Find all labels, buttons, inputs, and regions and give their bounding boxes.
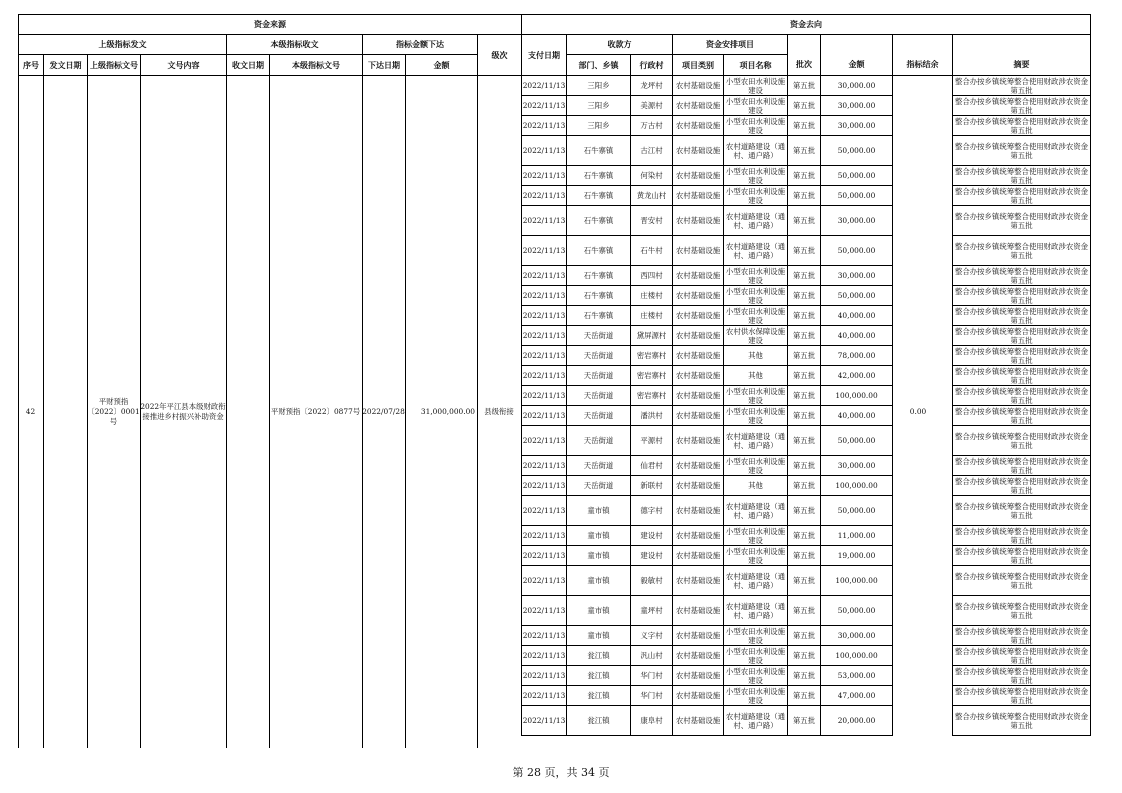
town-cell: 石牛寨镇 [567,206,631,236]
upper-doc-no-header: 上级指标文号 [88,55,141,76]
pay-date-cell: 2022/11/13 [522,346,567,366]
summary-cell: 整合办按乡镇统筹整合使用财政涉农资金第五批 [953,626,1091,646]
payee-header: 收款方 [567,35,673,55]
batch-cell: 第五批 [788,646,821,666]
pay-date-cell: 2022/11/13 [522,166,567,186]
table-row [522,596,1091,626]
proj-type-cell: 农村基础设施 [673,206,724,236]
table-row [522,626,1091,646]
amount-cell: 100,000.00 [821,476,893,496]
amount-cell: 47,000.00 [821,686,893,706]
pay-date-cell: 2022/11/13 [522,386,567,406]
town-cell: 三阳乡 [567,76,631,96]
amount-cell: 31,000,000.00 [420,406,475,416]
proj-name-cell: 小型农田水利设施建设 [724,646,788,666]
proj-type-cell: 农村基础设施 [673,566,724,596]
proj-name-cell: 农村供水保障设施建设 [724,326,788,346]
proj-type-cell: 农村基础设施 [673,346,724,366]
pay-date-cell: 2022/11/13 [522,406,567,426]
village-cell: 西四村 [631,266,673,286]
town-cell: 三阳乡 [567,116,631,136]
pay-date-cell: 2022/11/13 [522,706,567,736]
table-row [522,476,1091,496]
proj-type-cell: 农村基础设施 [673,526,724,546]
table-row [522,186,1091,206]
proj-name-cell: 小型农田水利设施建设 [724,626,788,646]
proj-name-cell: 小型农田水利设施建设 [724,286,788,306]
batch-cell: 第五批 [788,206,821,236]
proj-name-cell: 小型农田水利设施建设 [724,166,788,186]
dept-town-header: 部门、乡镇 [567,55,631,76]
table-row [522,136,1091,166]
summary-cell: 整合办按乡镇统筹整合使用财政涉农资金第五批 [953,206,1091,236]
dest-table [521,75,1091,736]
village-cell: 建设村 [631,546,673,566]
table-header [18,14,1091,76]
summary-cell: 整合办按乡镇统筹整合使用财政涉农资金第五批 [953,686,1091,706]
proj-type-cell: 农村基础设施 [673,626,724,646]
batch-cell: 第五批 [788,406,821,426]
proj-type-cell: 农村基础设施 [673,546,724,566]
upper-doc-no-cell: 平财预指〔2022〕0001号 [87,396,140,426]
proj-name-cell: 小型农田水利设施建设 [724,306,788,326]
pay-date-header: 支付日期 [522,35,567,76]
amount-cell: 100,000.00 [821,386,893,406]
proj-type-cell: 农村基础设施 [673,116,724,136]
summary-cell: 整合办按乡镇统筹整合使用财政涉农资金第五批 [953,496,1091,526]
village-cell: 华门村 [631,666,673,686]
batch-cell: 第五批 [788,366,821,386]
proj-type-cell: 农村基础设施 [673,706,724,736]
table-row [522,386,1091,406]
batch-cell: 第五批 [788,286,821,306]
amount-cell: 40,000.00 [821,326,893,346]
batch-cell: 第五批 [788,166,821,186]
source-header: 资金来源 [19,15,522,35]
batch-cell: 第五批 [788,236,821,266]
amount-cell: 50,000.00 [821,496,893,526]
batch-cell: 第五批 [788,76,821,96]
proj-name-cell: 农村道路建设（通村、通户路） [724,426,788,456]
batch-cell: 第五批 [788,186,821,206]
proj-type-cell: 农村基础设施 [673,326,724,346]
table-row [522,166,1091,186]
doc-content-cell: 2022年平江县本级财政衔接推进乡村振兴补助资金 [140,401,226,421]
amount-cell: 30,000.00 [821,266,893,286]
amount-cell: 30,000.00 [821,206,893,236]
summary-cell: 整合办按乡镇统筹整合使用财政涉农资金第五批 [953,596,1091,626]
page-footer: 第 28 页，共 34 页 [512,766,610,779]
proj-type-cell: 农村基础设施 [673,186,724,206]
town-cell: 天岳街道 [567,406,631,426]
pay-date-cell: 2022/11/13 [522,646,567,666]
amount-cell: 42,000.00 [821,366,893,386]
village-cell: 新联村 [631,476,673,496]
pay-date-cell: 2022/11/13 [522,206,567,236]
summary-cell: 整合办按乡镇统筹整合使用财政涉农资金第五批 [953,306,1091,326]
local-doc-no-cell: 平财预指〔2022〕0877号 [270,406,361,416]
summary-cell: 整合办按乡镇统筹整合使用财政涉农资金第五批 [953,476,1091,496]
proj-name-cell: 小型农田水利设施建设 [724,116,788,136]
summary-header: 摘要 [953,55,1091,76]
village-cell: 密岩寨村 [631,386,673,406]
issue-date-cell: 2022/07/28 [362,406,405,416]
proj-name-cell: 其他 [724,366,788,386]
town-cell: 天岳街道 [567,366,631,386]
town-cell: 童市镇 [567,566,631,596]
town-cell: 童市镇 [567,496,631,526]
serial-cell: 42 [25,406,36,416]
summary-cell: 整合办按乡镇统筹整合使用财政涉农资金第五批 [953,456,1091,476]
town-cell: 童市镇 [567,546,631,566]
proj-name-cell: 农村道路建设（通村、通户路） [724,136,788,166]
amount-cell: 30,000.00 [821,456,893,476]
village-cell: 黛屏源村 [631,326,673,346]
batch-header: 批次 [788,55,821,76]
amount-cell: 40,000.00 [821,306,893,326]
summary-cell: 整合办按乡镇统筹整合使用财政涉农资金第五批 [953,166,1091,186]
town-cell: 瓮江镇 [567,706,631,736]
proj-name-cell: 小型农田水利设施建设 [724,186,788,206]
proj-type-cell: 农村基础设施 [673,646,724,666]
batch-cell: 第五批 [788,306,821,326]
proj-name-cell: 农村道路建设（通村、通户路） [724,496,788,526]
village-cell: 德字村 [631,496,673,526]
village-cell: 平源村 [631,426,673,456]
pay-date-cell: 2022/11/13 [522,686,567,706]
proj-type-cell: 农村基础设施 [673,426,724,456]
proj-name-cell: 小型农田水利设施建设 [724,266,788,286]
village-cell: 义字村 [631,626,673,646]
town-cell: 童市镇 [567,526,631,546]
village-header: 行政村 [631,55,673,76]
batch-cell: 第五批 [788,666,821,686]
table-row [522,426,1091,456]
proj-name-cell: 其他 [724,346,788,366]
amount-cell: 53,000.00 [821,666,893,686]
proj-name-header: 项目名称 [724,55,788,76]
summary-cell: 整合办按乡镇统筹整合使用财政涉农资金第五批 [953,96,1091,116]
pay-date-cell: 2022/11/13 [522,326,567,346]
pay-date-cell: 2022/11/13 [522,96,567,116]
table-row [522,686,1091,706]
proj-name-cell: 农村道路建设（通村、通户路） [724,206,788,236]
village-cell: 密岩寨村 [631,346,673,366]
batch-cell: 第五批 [788,136,821,166]
proj-type-cell: 农村基础设施 [673,286,724,306]
local-receive-header: 本级指标收文 [227,35,363,55]
proj-name-cell: 小型农田水利设施建设 [724,686,788,706]
batch-cell: 第五批 [788,326,821,346]
town-cell: 天岳街道 [567,426,631,456]
pay-date-cell: 2022/11/13 [522,476,567,496]
proj-name-cell: 其他 [724,476,788,496]
amount-cell: 50,000.00 [821,136,893,166]
table-row [522,266,1091,286]
proj-name-cell: 小型农田水利设施建设 [724,76,788,96]
summary-cell: 整合办按乡镇统筹整合使用财政涉农资金第五批 [953,266,1091,286]
amount-cell: 50,000.00 [821,236,893,266]
proj-type-cell: 农村基础设施 [673,306,724,326]
village-cell: 华门村 [631,686,673,706]
pay-date-cell: 2022/11/13 [522,116,567,136]
village-cell: 庄楼村 [631,286,673,306]
summary-cell: 整合办按乡镇统筹整合使用财政涉农资金第五批 [953,386,1091,406]
amount-header: 金额 [406,55,478,76]
balance-header: 指标结余 [893,55,953,76]
batch-cell: 第五批 [788,626,821,646]
pay-date-cell: 2022/11/13 [522,456,567,476]
table-row [522,546,1091,566]
source-body [18,75,521,748]
proj-type-header: 项目类别 [673,55,724,76]
pay-date-cell: 2022/11/13 [522,626,567,646]
summary-cell: 整合办按乡镇统筹整合使用财政涉农资金第五批 [953,326,1091,346]
table-row [522,236,1091,266]
amount-cell: 50,000.00 [821,166,893,186]
village-cell: 童坪村 [631,596,673,626]
batch-cell: 第五批 [788,546,821,566]
summary-cell: 整合办按乡镇统筹整合使用财政涉农资金第五批 [953,646,1091,666]
summary-cell: 整合办按乡镇统筹整合使用财政涉农资金第五批 [953,526,1091,546]
summary-cell: 整合办按乡镇统筹整合使用财政涉农资金第五批 [953,426,1091,456]
batch-cell: 第五批 [788,426,821,456]
village-cell: 庄楼村 [631,306,673,326]
amount-cell: 11,000.00 [821,526,893,546]
town-cell: 三阳乡 [567,96,631,116]
batch-cell: 第五批 [788,496,821,526]
table-row [522,286,1091,306]
amount-cell: 40,000.00 [821,406,893,426]
summary-cell: 整合办按乡镇统筹整合使用财政涉农资金第五批 [953,76,1091,96]
serial-header: 序号 [19,55,44,76]
summary-cell: 整合办按乡镇统筹整合使用财政涉农资金第五批 [953,666,1091,686]
dest-header: 资金去向 [522,15,1091,35]
table-row [522,706,1091,736]
proj-type-cell: 农村基础设施 [673,366,724,386]
village-cell: 潘洪村 [631,406,673,426]
table-row [522,206,1091,236]
proj-name-cell: 农村道路建设（通村、通户路） [724,566,788,596]
summary-cell: 整合办按乡镇统筹整合使用财政涉农资金第五批 [953,546,1091,566]
table-row [522,306,1091,326]
pay-date-cell: 2022/11/13 [522,136,567,166]
village-cell: 何染村 [631,166,673,186]
doc-content-header: 文号内容 [141,55,227,76]
proj-type-cell: 农村基础设施 [673,386,724,406]
summary-cell: 整合办按乡镇统筹整合使用财政涉农资金第五批 [953,236,1091,266]
summary-cell: 整合办按乡镇统筹整合使用财政涉农资金第五批 [953,346,1091,366]
summary-cell: 整合办按乡镇统筹整合使用财政涉农资金第五批 [953,366,1091,386]
town-cell: 石牛寨镇 [567,186,631,206]
proj-type-cell: 农村基础设施 [673,476,724,496]
proj-name-cell: 农村道路建设（通村、通户路） [724,596,788,626]
town-cell: 瓮江镇 [567,686,631,706]
town-cell: 石牛寨镇 [567,286,631,306]
amount-cell: 50,000.00 [821,286,893,306]
village-cell: 密岩寨村 [631,366,673,386]
batch-cell: 第五批 [788,96,821,116]
proj-name-cell: 小型农田水利设施建设 [724,546,788,566]
amount-cell: 19,000.00 [821,546,893,566]
proj-name-cell: 小型农田水利设施建设 [724,666,788,686]
summary-cell: 整合办按乡镇统筹整合使用财政涉农资金第五批 [953,186,1091,206]
batch-cell: 第五批 [788,386,821,406]
batch-cell: 第五批 [788,596,821,626]
pay-date-cell: 2022/11/13 [522,306,567,326]
batch-cell: 第五批 [788,566,821,596]
batch-cell: 第五批 [788,266,821,286]
pay-date-cell: 2022/11/13 [522,236,567,266]
amount-cell: 50,000.00 [821,426,893,456]
batch-cell: 第五批 [788,346,821,366]
proj-type-cell: 农村基础设施 [673,406,724,426]
proj-type-cell: 农村基础设施 [673,166,724,186]
proj-name-cell: 小型农田水利设施建设 [724,456,788,476]
project-header: 资金安排项目 [673,35,788,55]
pay-date-cell: 2022/11/13 [522,546,567,566]
table-row [522,526,1091,546]
amount-cell: 100,000.00 [821,646,893,666]
town-cell: 石牛寨镇 [567,236,631,266]
batch-cell: 第五批 [788,116,821,136]
local-doc-no-header: 本级指标文号 [270,55,363,76]
amount-cell: 30,000.00 [821,96,893,116]
town-cell: 童市镇 [567,626,631,646]
proj-name-cell: 农村道路建设（通村、通户路） [724,236,788,266]
town-cell: 石牛寨镇 [567,266,631,286]
proj-name-cell: 小型农田水利设施建设 [724,386,788,406]
table-row [522,566,1091,596]
amount2-header: 金额 [821,55,893,76]
amount-cell: 50,000.00 [821,186,893,206]
village-cell: 汎山村 [631,646,673,666]
pay-date-cell: 2022/11/13 [522,526,567,546]
summary-cell: 整合办按乡镇统筹整合使用财政涉农资金第五批 [953,406,1091,426]
proj-name-cell: 小型农田水利设施建设 [724,96,788,116]
pay-date-cell: 2022/11/13 [522,266,567,286]
pay-date-cell: 2022/11/13 [522,426,567,456]
proj-type-cell: 农村基础设施 [673,496,724,526]
summary-cell: 整合办按乡镇统筹整合使用财政涉农资金第五批 [953,566,1091,596]
town-cell: 天岳街道 [567,346,631,366]
pay-date-cell: 2022/11/13 [522,666,567,686]
amount-cell: 30,000.00 [821,116,893,136]
summary-cell: 整合办按乡镇统筹整合使用财政涉农资金第五批 [953,706,1091,736]
village-cell: 古江村 [631,136,673,166]
village-cell: 龙坪村 [631,76,673,96]
pay-date-cell: 2022/11/13 [522,596,567,626]
batch-cell: 第五批 [788,476,821,496]
receive-date-header: 收文日期 [227,55,270,76]
table-row [522,96,1091,116]
village-cell: 万古村 [631,116,673,136]
issue-date-header: 发文日期 [44,55,88,76]
town-cell: 瓮江镇 [567,666,631,686]
proj-type-cell: 农村基础设施 [673,136,724,166]
summary-cell: 整合办按乡镇统筹整合使用财政涉农资金第五批 [953,136,1091,166]
proj-type-cell: 农村基础设施 [673,686,724,706]
proj-type-cell: 农村基础设施 [673,456,724,476]
town-cell: 瓮江镇 [567,646,631,666]
summary-cell: 整合办按乡镇统筹整合使用财政涉农资金第五批 [953,286,1091,306]
proj-type-cell: 农村基础设施 [673,666,724,686]
amount-cell: 30,000.00 [821,626,893,646]
town-cell: 天岳街道 [567,386,631,406]
table-row [522,366,1091,386]
amount-cell: 20,000.00 [821,706,893,736]
upper-issue-header: 上级指标发文 [19,35,227,55]
town-cell: 童市镇 [567,596,631,626]
proj-type-cell: 农村基础设施 [673,266,724,286]
pay-date-cell: 2022/11/13 [522,366,567,386]
table-row [522,326,1091,346]
pay-date-cell: 2022/11/13 [522,496,567,526]
village-cell: 美源村 [631,96,673,116]
amount-cell: 50,000.00 [821,596,893,626]
town-cell: 天岳街道 [567,326,631,346]
proj-type-cell: 农村基础设施 [673,96,724,116]
table-row [522,346,1091,366]
proj-name-cell: 小型农田水利设施建设 [724,406,788,426]
table-row [522,406,1091,426]
town-cell: 石牛寨镇 [567,306,631,326]
batch-cell: 第五批 [788,686,821,706]
proj-type-cell: 农村基础设施 [673,236,724,266]
village-cell: 晋安村 [631,206,673,236]
village-cell: 毅敏村 [631,566,673,596]
batch-cell: 第五批 [788,456,821,476]
town-cell: 天岳街道 [567,456,631,476]
town-cell: 石牛寨镇 [567,136,631,166]
level-header: 级次 [478,35,522,76]
proj-name-cell: 农村道路建设（通村、通户路） [724,706,788,736]
batch-cell: 第五批 [788,526,821,546]
batch-cell: 第五批 [788,706,821,736]
issue-date2-header: 下达日期 [363,55,406,76]
amount-cell: 100,000.00 [821,566,893,596]
amount-cell: 30,000.00 [821,76,893,96]
town-cell: 石牛寨镇 [567,166,631,186]
table-row [522,666,1091,686]
table-row [522,76,1091,96]
table-row [522,496,1091,526]
village-cell: 建设村 [631,526,673,546]
pay-date-cell: 2022/11/13 [522,76,567,96]
balance-cell: 0.00 [909,407,927,416]
pay-date-cell: 2022/11/13 [522,286,567,306]
village-cell: 仙君村 [631,456,673,476]
village-cell: 石牛村 [631,236,673,266]
level-cell: 县级衔接 [484,406,514,416]
village-cell: 黄龙山村 [631,186,673,206]
proj-type-cell: 农村基础设施 [673,76,724,96]
proj-type-cell: 农村基础设施 [673,596,724,626]
table-row [522,646,1091,666]
summary-cell: 整合办按乡镇统筹整合使用财政涉农资金第五批 [953,116,1091,136]
pay-date-cell: 2022/11/13 [522,186,567,206]
village-cell: 康阜村 [631,706,673,736]
town-cell: 天岳街道 [567,476,631,496]
amount-issue-header: 指标金额下达 [363,35,478,55]
table-row [522,456,1091,476]
table-row [522,116,1091,136]
proj-name-cell: 小型农田水利设施建设 [724,526,788,546]
pay-date-cell: 2022/11/13 [522,566,567,596]
amount-cell: 78,000.00 [821,346,893,366]
